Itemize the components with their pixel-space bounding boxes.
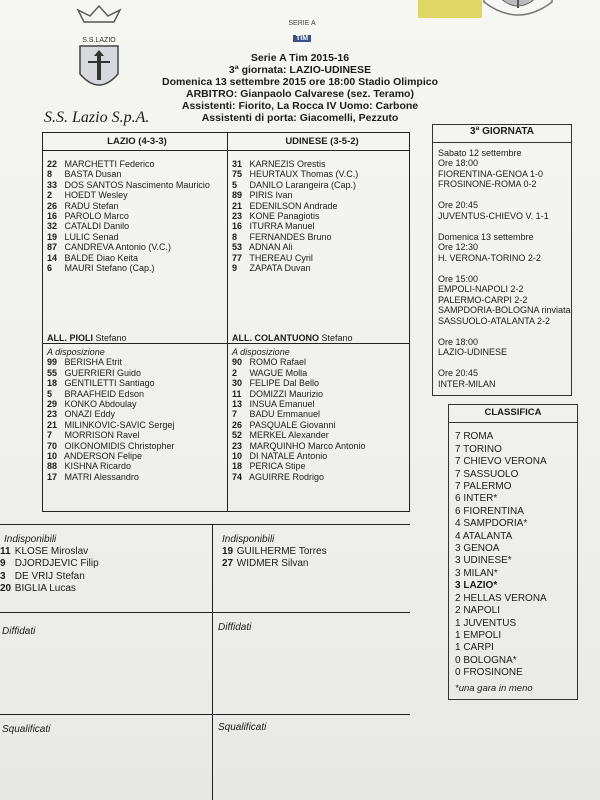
standings-row: 4 SAMPDORIA* <box>455 518 528 530</box>
player-row <box>232 263 412 273</box>
player-row <box>232 159 412 169</box>
player-number: 18 <box>47 378 58 389</box>
player-number: 16 <box>47 211 58 222</box>
player-number: 21 <box>47 419 58 430</box>
udinese-diffidati-label: Diffidati <box>218 622 252 633</box>
player-number: 2 <box>47 190 53 201</box>
lazio-subs <box>47 357 225 482</box>
lazio-subs-label: A disposizione <box>47 347 105 357</box>
player-number: 53 <box>232 242 243 253</box>
schedule-gap <box>438 190 571 201</box>
schedule-line: Ore 20:45 <box>438 200 479 210</box>
player-name: ONAZI Eddy <box>62 409 116 420</box>
standings-row: 2 NAPOLI <box>455 605 501 617</box>
player-row <box>47 472 225 482</box>
player-row <box>47 441 225 451</box>
schedule-line: LAZIO-UDINESE <box>438 347 508 357</box>
player-name: KLOSE Miroslav <box>12 546 89 557</box>
standings-row: 0 BOLOGNA* <box>455 654 517 666</box>
player-number: 8 <box>47 169 53 180</box>
player-name: DI NATALE Antonio <box>247 451 328 462</box>
player-row <box>47 221 227 231</box>
lazio-title: LAZIO (4-3-3) <box>107 136 167 147</box>
player-number: 7 <box>232 409 238 420</box>
yellow-tape <box>418 0 482 18</box>
player-row <box>232 253 412 263</box>
player-row <box>232 451 410 461</box>
player-number: 30 <box>232 378 243 389</box>
matchday-title: 3ª giornata: LAZIO-UDINESE <box>228 64 372 76</box>
lazio-column <box>43 133 227 482</box>
player-number: 77 <box>232 252 243 263</box>
standings-row: 3 MILAN* <box>455 567 498 579</box>
standings-title: CLASSIFICA <box>449 405 577 423</box>
player-number: 23 <box>232 211 243 222</box>
player-number: 90 <box>232 357 243 368</box>
player-number: 6 <box>47 263 53 274</box>
schedule-line: Sabato 12 settembre <box>438 147 522 158</box>
serie-a-mark: SERIE A <box>288 20 316 27</box>
standings-row: 1 CARPI <box>455 642 494 654</box>
player-number: 16 <box>232 221 243 232</box>
player-number: 2 <box>232 367 238 378</box>
schedule-line: EMPOLI-NAPOLI 2-2 <box>438 284 524 294</box>
player-name: FERNANDES Bruno <box>247 231 332 242</box>
player-name: MERKEL Alexander <box>247 430 329 441</box>
player-name: DOMIZZI Maurizio <box>247 388 324 399</box>
player-name: KONKO Abdoulay <box>62 399 137 410</box>
player-row <box>47 389 225 399</box>
standings-row: 0 FROSINONE <box>455 667 523 679</box>
standings-row: 3 UDINESE* <box>455 555 512 567</box>
player-number: 3 <box>0 570 6 582</box>
udinese-unavailable-label: Indisponibili <box>222 534 275 545</box>
player-row <box>47 169 227 179</box>
udinese-subs <box>232 357 410 482</box>
match-header <box>140 52 460 124</box>
standings-row: 7 CHIEVO VERONA <box>455 456 547 468</box>
player-number: 74 <box>232 471 243 482</box>
player-name: HEURTAUX Thomas (V.C.) <box>247 169 359 180</box>
player-row <box>222 558 327 570</box>
unavailable-top-rule <box>0 524 410 525</box>
player-name: AGUIRRE Rodrigo <box>247 471 325 482</box>
lazio-squalificati-label: Squalificati <box>2 724 51 735</box>
player-name: BADU Emmanuel <box>247 409 321 420</box>
diffidati-rule <box>0 612 410 613</box>
player-name: ADNAN Ali <box>247 242 293 253</box>
assistants-line: Assistenti: Fiorito, La Rocca IV Uomo: Carbone <box>181 100 419 112</box>
player-name: MATRI Alessandro <box>62 471 139 482</box>
udinese-unavailable-list <box>222 546 327 571</box>
standings-row: 4 ATALANTA <box>455 530 513 542</box>
player-name: CANDREVA Antonio (V.C.) <box>62 242 172 253</box>
player-name: PERICA Stipe <box>247 461 306 472</box>
schedule-line: SAMPDORIA-BOLOGNA rinviata <box>438 305 571 315</box>
player-name: RADU Stefan <box>62 200 119 211</box>
udinese-starters <box>232 159 412 273</box>
player-name: OIKONOMIDIS Christopher <box>62 440 175 451</box>
player-row <box>232 201 412 211</box>
player-number: 5 <box>232 179 238 190</box>
player-number: 31 <box>232 159 243 169</box>
player-row <box>47 180 227 190</box>
udinese-coach: ALL. COLANTUONO Stefano <box>232 333 353 343</box>
schedule-line: Ore 20:45 <box>438 368 479 378</box>
lower-divider <box>212 524 213 800</box>
player-name: PAROLO Marco <box>62 211 129 222</box>
player-name: ROMO Rafael <box>247 357 307 368</box>
player-row <box>47 430 225 440</box>
player-name: MARCHETTI Federico <box>62 159 155 169</box>
player-number: 10 <box>47 451 58 462</box>
competition-title: Serie A Tim 2015-16 <box>250 52 350 64</box>
goal-assistants-line: Assistenti di porta: Giacomelli, Pezzuto <box>201 112 399 124</box>
standings-row: 6 INTER* <box>455 493 498 505</box>
standings-list <box>449 431 577 679</box>
referee-line: ARBITRO: Gianpaolo Calvarese (sez. Teramo) <box>186 88 414 100</box>
player-row <box>0 558 99 570</box>
standings-row: 6 FIORENTINA <box>455 505 524 517</box>
udinese-crest-icon <box>480 0 556 22</box>
matchday-schedule-panel <box>432 124 572 396</box>
player-number: 13 <box>232 399 243 410</box>
match-date-venue: Domenica 13 settembre 2015 ore 18:00 Stadio Olimpico <box>161 76 439 88</box>
player-number: 99 <box>47 357 58 368</box>
player-row <box>232 190 412 200</box>
schedule-line: INTER-MILAN <box>438 378 496 389</box>
player-row <box>47 378 225 388</box>
player-number: 75 <box>232 169 243 180</box>
player-name: BERISHA Etrit <box>62 357 123 368</box>
udinese-bench <box>232 345 410 482</box>
player-name: PASQUALE Giovanni <box>247 419 336 430</box>
schedule-line: H. VERONA-TORINO 2-2 <box>438 252 541 263</box>
schedule-line: Domenica 13 settembre <box>438 231 534 242</box>
player-name: HOEDT Wesley <box>62 190 128 201</box>
player-row <box>47 263 227 273</box>
player-name: BRAAFHEID Edson <box>62 388 145 399</box>
player-row <box>47 461 225 471</box>
player-row <box>232 420 410 430</box>
player-name: GENTILETTI Santiago <box>62 378 155 389</box>
player-number: 14 <box>47 252 58 263</box>
player-name: FELIPE Dal Bello <box>247 378 320 389</box>
standings-row: 1 JUVENTUS <box>455 617 517 629</box>
unavailable-section <box>0 524 410 800</box>
udinese-subs-label: A disposizione <box>232 347 290 357</box>
standings-panel <box>448 404 578 700</box>
player-number: 22 <box>47 159 58 169</box>
player-name: MORRISON Ravel <box>62 430 140 441</box>
player-name: KONE Panagiotis <box>247 211 320 222</box>
player-name: DE VRIJ Stefan <box>12 570 85 582</box>
player-number: 7 <box>47 430 53 441</box>
player-name: DOS SANTOS Nascimento Mauricio <box>62 179 210 190</box>
player-name: MARQUINHO Marco Antonio <box>247 440 366 451</box>
player-name: INSUA Emanuel <box>247 399 315 410</box>
tim-badge: TIM <box>293 35 311 42</box>
player-number: 88 <box>47 461 58 472</box>
player-row <box>232 211 412 221</box>
player-row <box>0 583 99 595</box>
schedule-line: JUVENTUS-CHIEVO V. 1-1 <box>438 210 549 221</box>
schedule-line: FIORENTINA-GENOA 1-0 <box>438 168 544 179</box>
player-row <box>232 368 410 378</box>
standings-row: 3 LAZIO* <box>455 580 498 592</box>
player-row <box>232 378 410 388</box>
standings-row: 7 PALERMO <box>455 481 512 493</box>
player-row <box>47 420 225 430</box>
schedule-line: SASSUOLO-ATALANTA 2-2 <box>438 315 551 326</box>
player-name: MILINKOVIC-SAVIC Sergej <box>62 419 175 430</box>
player-row <box>47 201 227 211</box>
schedule-line: FROSINONE-ROMA 0-2 <box>438 179 537 189</box>
player-name: CATALDI Danilo <box>62 221 130 232</box>
squalificati-rule <box>0 714 410 715</box>
schedule-line: Ore 15:00 <box>438 273 479 284</box>
player-name: KARNEZIS Orestis <box>247 159 326 169</box>
player-row <box>232 169 412 179</box>
player-row <box>222 546 327 558</box>
schedule-gap <box>438 326 571 337</box>
player-number: 18 <box>232 461 243 472</box>
player-row <box>47 451 225 461</box>
player-number: 11 <box>232 388 242 399</box>
player-number: 5 <box>47 388 53 399</box>
player-row <box>47 190 227 200</box>
player-name: DJORDJEVIC Filip <box>12 558 99 570</box>
udinese-title: UDINESE (3-5-2) <box>285 136 359 147</box>
player-name: EDENILSON Andrade <box>247 200 338 211</box>
player-number: 29 <box>47 399 58 410</box>
player-number: 19 <box>47 231 58 242</box>
player-row <box>47 159 227 169</box>
udinese-column <box>228 133 412 482</box>
player-name: ANDERSON Felipe <box>62 451 143 462</box>
player-number: 26 <box>47 200 58 211</box>
player-name: MAURI Stefano (Cap.) <box>62 263 155 274</box>
schedule-list <box>433 143 571 390</box>
player-number: 9 <box>232 263 238 274</box>
lazio-unavailable-label: Indisponibili <box>4 534 57 545</box>
player-row <box>47 211 227 221</box>
schedule-gap <box>438 263 571 274</box>
lazio-coach: ALL. PIOLI Stefano <box>47 333 127 343</box>
standings-row: 7 SASSUOLO <box>455 468 519 480</box>
player-number: 20 <box>0 583 12 595</box>
schedule-line: PALERMO-CARPI 2-2 <box>438 294 528 305</box>
player-number: 8 <box>232 231 238 242</box>
player-row <box>47 368 225 378</box>
player-row <box>47 253 227 263</box>
player-row <box>232 357 410 367</box>
player-number: 9 <box>0 558 6 570</box>
player-row <box>232 389 410 399</box>
lazio-crest-icon <box>74 4 124 104</box>
player-number: 33 <box>47 179 58 190</box>
player-row <box>47 242 227 252</box>
player-row <box>232 180 412 190</box>
player-row <box>232 461 410 471</box>
player-row <box>232 232 412 242</box>
player-number: 23 <box>232 440 243 451</box>
player-name: WAGUE Molla <box>247 367 308 378</box>
udinese-squalificati-label: Squalificati <box>218 722 267 733</box>
player-number: 23 <box>47 409 58 420</box>
schedule-line: Ore 18:00 <box>438 336 479 347</box>
player-name: BALDE Diao Keita <box>62 252 139 263</box>
serie-a-logo <box>283 12 321 46</box>
player-name: THEREAU Cyril <box>247 252 313 263</box>
player-number: 55 <box>47 367 58 378</box>
player-number: 89 <box>232 190 243 201</box>
lazio-diffidati-label: Diffidati <box>2 626 36 637</box>
standings-row: 1 EMPOLI <box>455 629 502 641</box>
player-name: KISHNA Ricardo <box>62 461 132 472</box>
lazio-bench <box>47 345 225 482</box>
schedule-gap <box>438 221 571 232</box>
player-name: ZAPATA Duvan <box>247 263 311 274</box>
player-number: 52 <box>232 430 243 441</box>
player-number: 70 <box>47 440 58 451</box>
standings-row: 3 GENOA <box>455 543 500 555</box>
player-row <box>232 409 410 419</box>
player-row <box>47 357 225 367</box>
player-row <box>232 221 412 231</box>
player-number: 26 <box>232 419 243 430</box>
player-row <box>232 242 412 252</box>
schedule-line: Ore 18:00 <box>438 158 479 168</box>
player-name: ITURRA Manuel <box>247 221 315 232</box>
schedule-title: 3ª GIORNATA <box>433 125 571 143</box>
player-name: DANILO Larangeira (Cap.) <box>247 179 357 190</box>
player-name: LULIC Senad <box>62 231 119 242</box>
player-number: 27 <box>222 558 234 570</box>
player-name: GUERRIERI Guido <box>62 367 142 378</box>
player-name: PIRIS Ivan <box>247 190 293 201</box>
player-row <box>0 571 99 583</box>
player-row <box>232 472 410 482</box>
player-row <box>232 441 410 451</box>
schedule-gap <box>438 358 571 369</box>
player-number: 19 <box>222 546 234 557</box>
player-number: 10 <box>232 451 243 462</box>
player-name: GUILHERME Torres <box>234 546 327 557</box>
player-name: BIGLIA Lucas <box>12 583 76 595</box>
standings-row: 2 HELLAS VERONA <box>455 592 547 604</box>
player-number: 21 <box>232 200 243 211</box>
lazio-logo-text: S.S.LAZIO <box>82 37 116 44</box>
player-row <box>47 409 225 419</box>
standings-row: 7 ROMA <box>455 431 494 443</box>
standings-row: 7 TORINO <box>455 443 502 455</box>
lazio-starters <box>47 159 227 273</box>
player-number: 87 <box>47 242 58 253</box>
player-row <box>0 546 99 558</box>
player-number: 32 <box>47 221 58 232</box>
player-row <box>232 430 410 440</box>
standings-note: *una gara in meno <box>455 682 533 694</box>
player-name: BASTA Dusan <box>62 169 122 180</box>
player-row <box>232 399 410 409</box>
player-row <box>47 232 227 242</box>
player-number: 17 <box>47 471 58 482</box>
player-number: 11 <box>0 546 11 557</box>
lineups-table <box>42 132 410 512</box>
player-row <box>47 399 225 409</box>
schedule-line: Ore 12:30 <box>438 242 479 252</box>
company-name: S.S. Lazio S.p.A. <box>44 109 150 126</box>
lazio-unavailable-list <box>0 546 99 596</box>
player-name: WIDMER Silvan <box>234 558 309 570</box>
